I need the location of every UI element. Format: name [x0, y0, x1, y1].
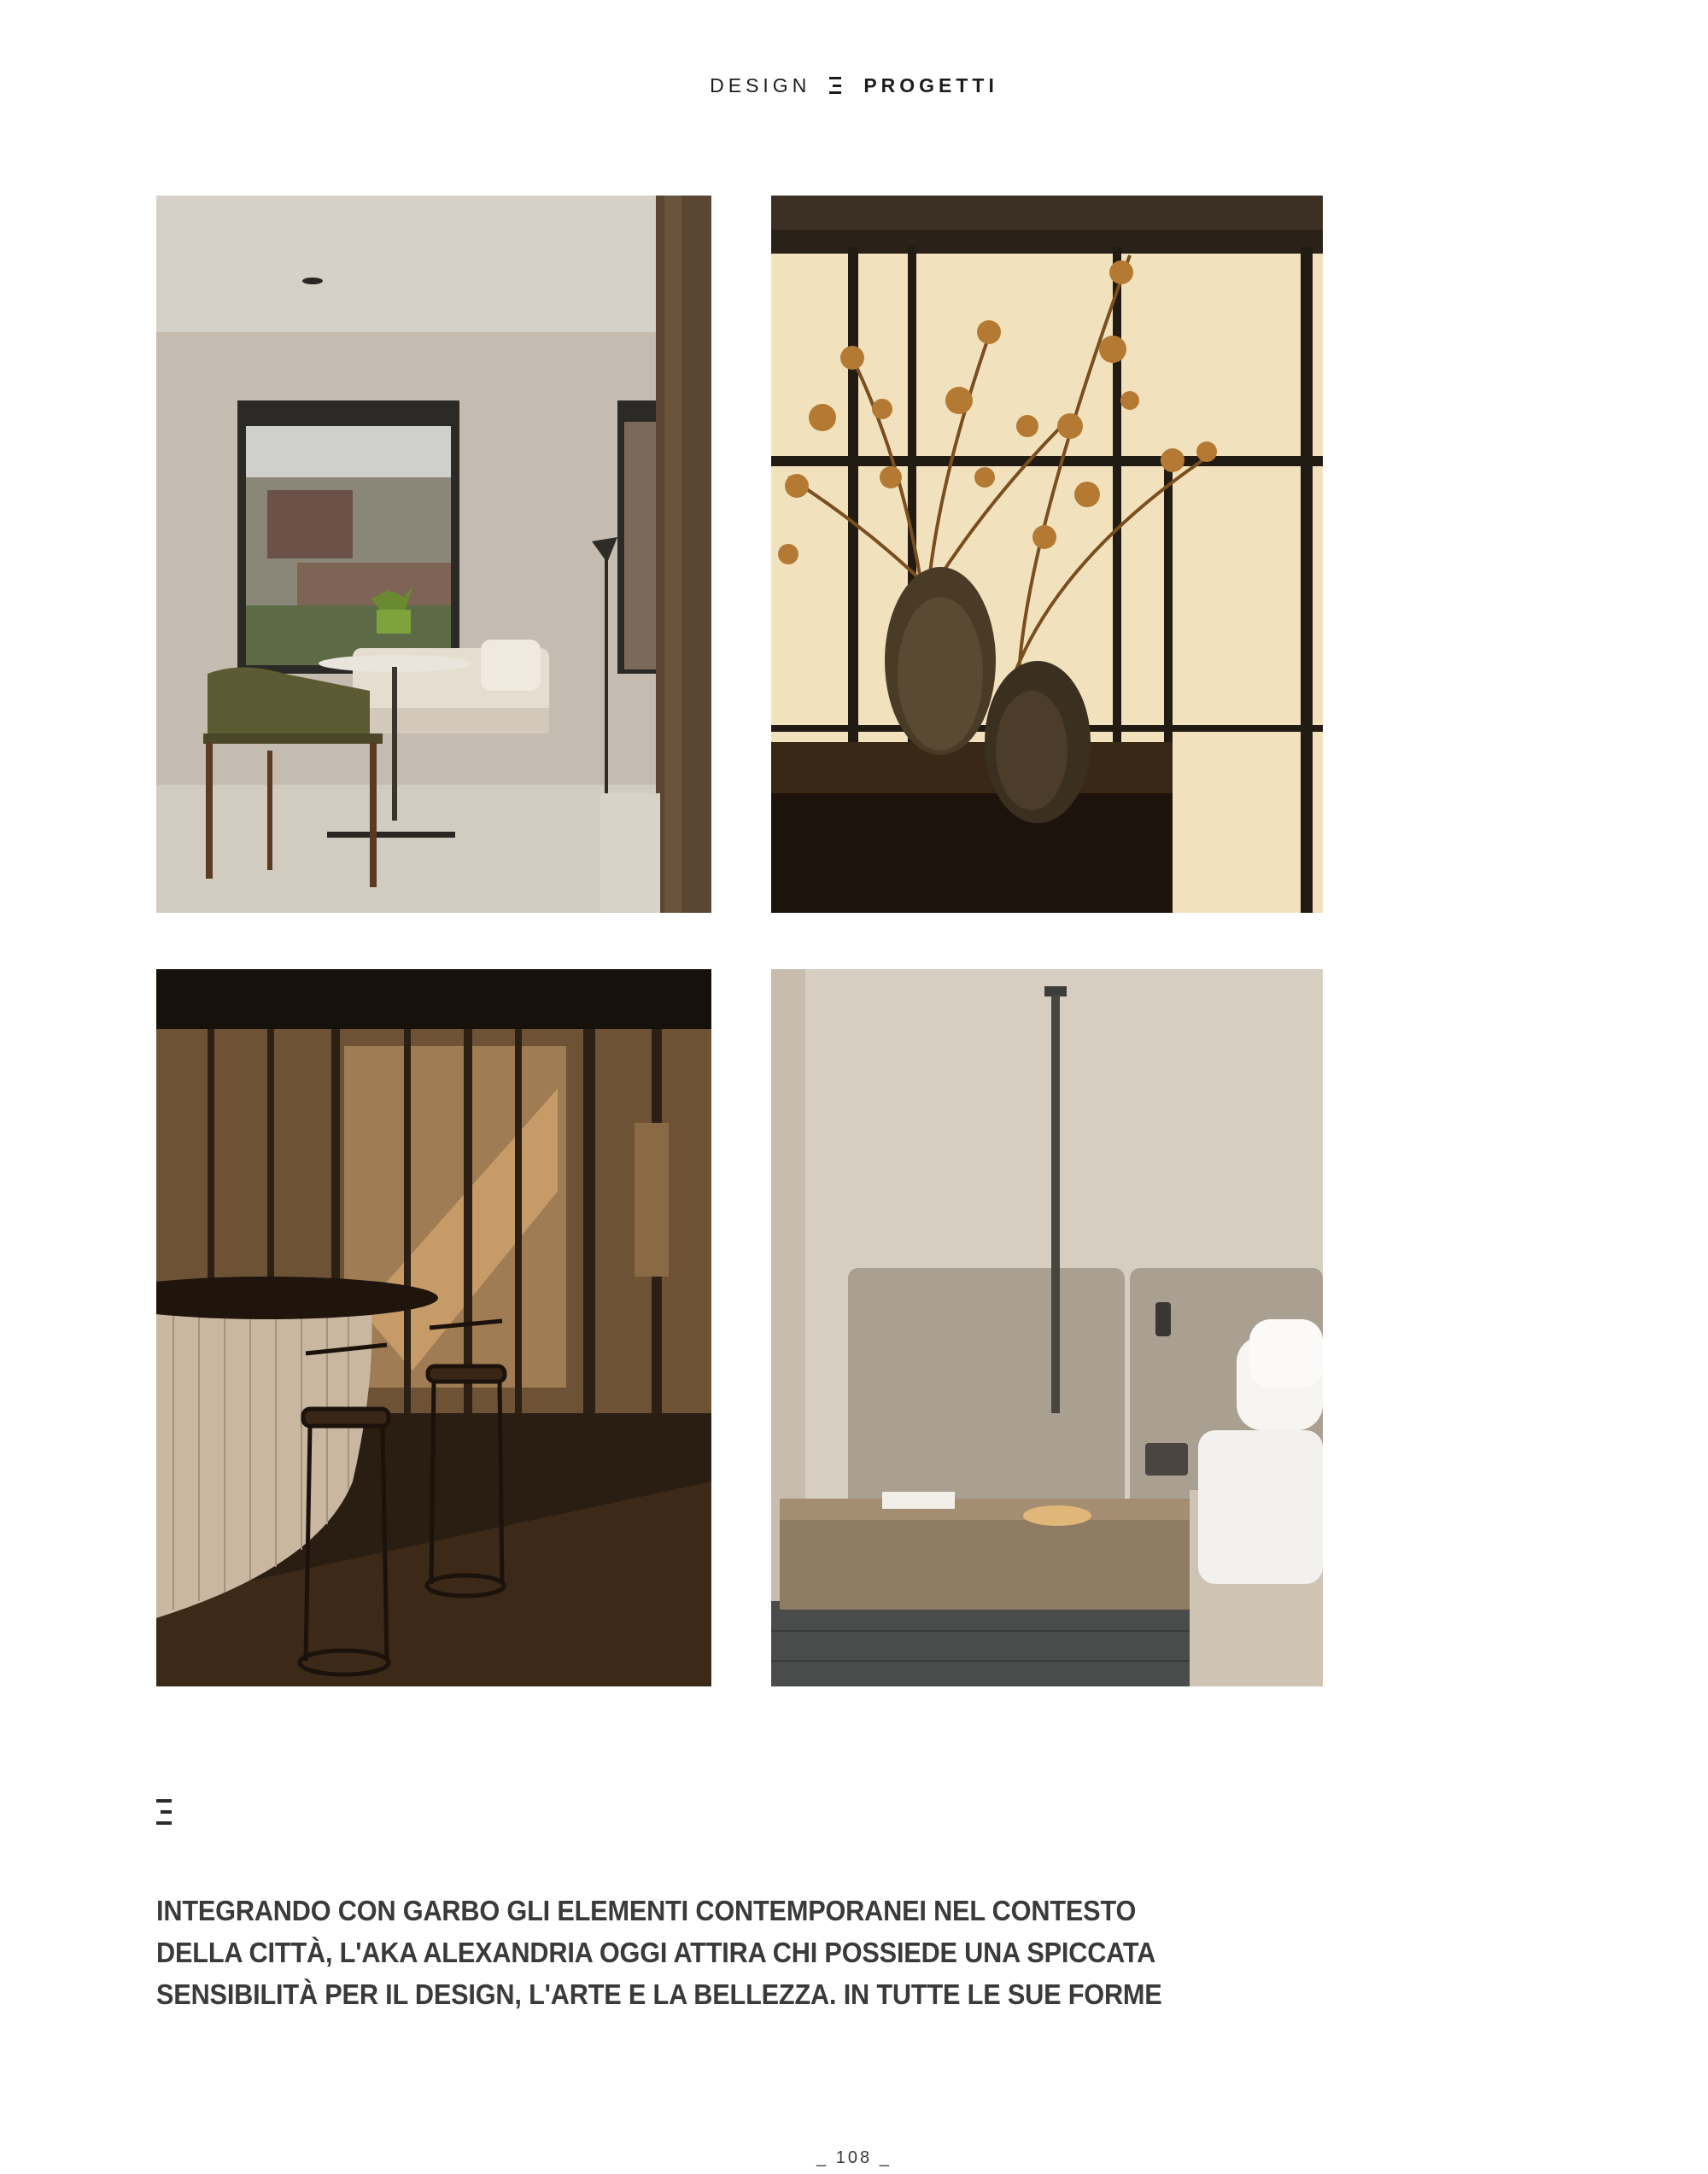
- photo-vases: [771, 196, 1323, 913]
- photo-icon: [156, 196, 711, 913]
- three-bar-logo-icon: [829, 77, 841, 94]
- header-section: DESIGN: [710, 73, 811, 96]
- photo-icon: [771, 969, 1323, 1686]
- pull-quote-line: DELLA CITTÀ, L'AKA ALEXANDRIA OGGI ATTIRA CHI POSSIEDE UNA SPICCATA: [156, 1937, 1156, 1968]
- pull-quote: [156, 1890, 1189, 2015]
- photo-living-room: [156, 196, 711, 913]
- photo-bedroom: [771, 969, 1323, 1686]
- page-number: _ 108 _: [816, 2148, 892, 2167]
- photo-icon: [156, 969, 711, 1686]
- pull-quote-line: SENSIBILITÀ PER IL DESIGN, L'ARTE E LA BELLEZZA. IN TUTTE LE SUE FORME: [156, 1978, 1162, 2010]
- three-bar-logo-icon: [156, 1799, 172, 1825]
- photo-icon: [771, 196, 1323, 913]
- photo-bar: [156, 969, 711, 1686]
- pull-quote-line: INTEGRANDO CON GARBO GLI ELEMENTI CONTEMPORANEI NEL CONTESTO: [156, 1895, 1137, 1926]
- header-category: PROGETTI: [863, 73, 998, 96]
- running-header: [0, 71, 1708, 100]
